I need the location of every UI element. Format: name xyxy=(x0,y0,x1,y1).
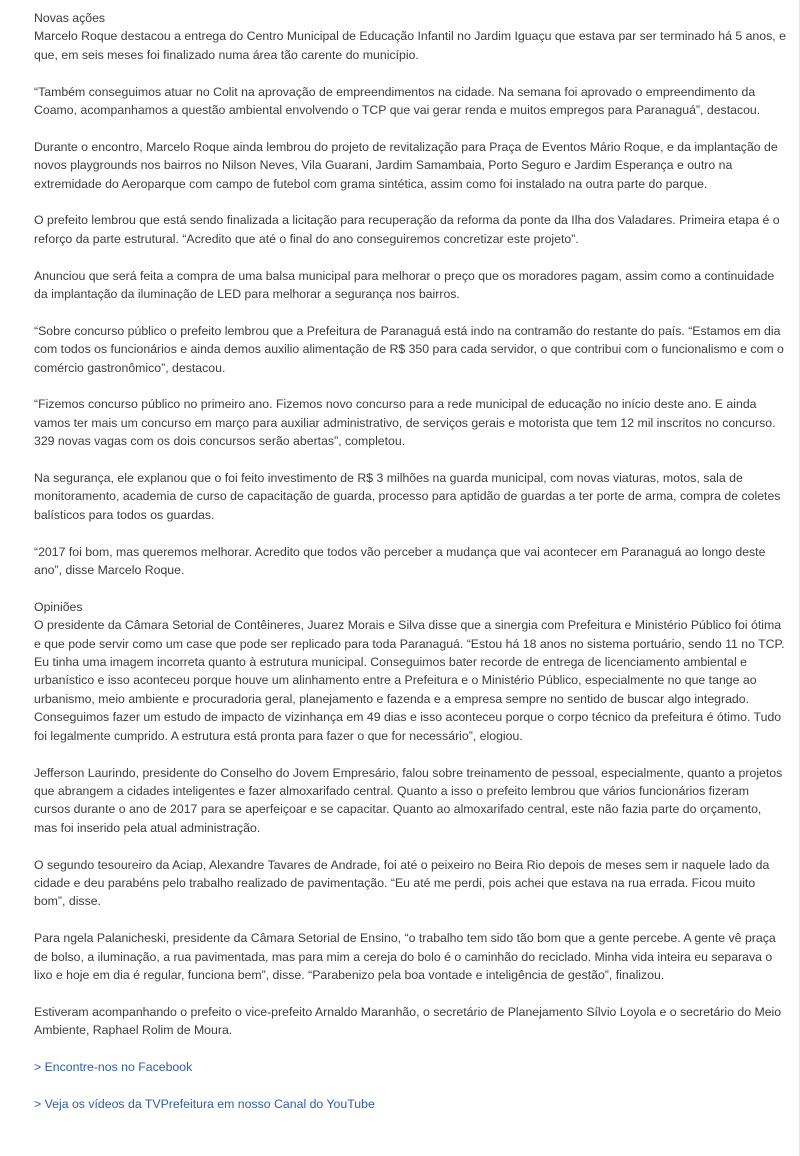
paragraph-2017-quote: “2017 foi bom, mas queremos melhorar. Acredito que todos vão perceber a mudança que vai acontecer em Paranaguá ao longo deste ano”, disse Marcelo Roque. xyxy=(34,544,766,578)
paragraph-education-chamber: Para ngela Palanicheski, presidente da Câmara Setorial de Ensino, “o trabalho tem sido tão bom que a gente percebe. A gente vê praça de bolso, a iluminação, a rua pavimentada, mas para mim a cereja do bolo é o caminhão do reciclado. Minha vida inteira eu separava o lixo e hoje em dia é regular, funciona bem”, disse. “Parabenizo pela boa vontade e inteligência de gestão”, finalizou. xyxy=(34,931,776,982)
paragraph-bridge: O prefeito lembrou que está sendo finalizada a licitação para recuperação da reforma da ponte da Ilha dos Valadares. Primeira etapa é o reforço da parte estrutural. “Acredito que até o final do ano conseguiremos concretizar este projeto”. xyxy=(34,213,780,246)
paragraph-public-service: “Sobre concurso público o prefeito lembrou que a Prefeitura de Paranaguá está indo na contramão do restante do país. “Estamos em dia com todos os funcionários e ainda demos auxilio alimentação de R$ 350 para cada servidor, o que contribui com o funcionalismo e com o comércio gastronômico”, destacou. xyxy=(34,323,784,375)
youtube-link-line xyxy=(34,1095,786,1113)
youtube-link[interactable]: > Veja os vídeos da TVPrefeitura em nosso Canal do YouTube xyxy=(34,1096,375,1111)
section-title-opinioes: Opiniões xyxy=(34,599,83,614)
article-body xyxy=(34,9,786,1132)
paragraph-colit: “Também conseguimos atuar no Colit na aprovação de empreendimentos na cidade. Na semana foi aprovado o empreendimento da Coamo, acompanhamos a questão ambiental envolvendo o TCP que vai gerar renda e muitos empregos para Paranaguá”, destacou. xyxy=(34,84,761,118)
paragraph-concursos: “Fizemos concurso público no primeiro ano. Fizemos novo concurso para a rede municipal de educação no início deste ano. E ainda vamos ter mais um concurso em março para auxiliar administrativo, de serviços gerais e motorista que tem 12 mil inscritos no concurso. 329 novas vagas com os dois concursos serão abertas”, completou. xyxy=(34,397,776,449)
paragraph-security: Na segurança, ele explanou que o foi feito investimento de R$ 3 milhões na guarda municipal, com novas viaturas, motos, sala de monitoramento, academia de curso de capacitação de guarda, processo para aptidão de guardas a ter porte de arma, compra de coletes balísticos para todos os guardas. xyxy=(34,471,781,522)
paragraph-attendees: Estiveram acompanhando o prefeito o vice-prefeito Arnaldo Maranhão, o secretário de Planejamento Sílvio Loyola e o secretário do Meio Ambiente, Raphael Rolim de Moura. xyxy=(34,1004,782,1038)
paragraph-young-entrepreneurs: Jefferson Laurindo, presidente do Conselho do Jovem Empresário, falou sobre treinamento de pessoal, especialmente, quanto a projetos que abrangem a cidades inteligentes e fazer almoxarifado central. Quanto a isso o prefeito lembrou que vários funcionários fizeram cursos durante o ano de 2017 para se aperfeiçoar e se capacitar. Quanto ao almoxarifado central, este não fazia parte do orçamento, mas foi inserido pela atual administração. xyxy=(34,765,783,835)
section-title-novas-acoes: Novas ações xyxy=(34,11,106,25)
paragraph-revitalization: Durante o encontro, Marcelo Roque ainda lembrou do projeto de revitalização para Praça de Eventos Mário Roque, e da implantação de novos playgrounds nos bairros no Nilson Neves, Vila Guarani, Jardim Samambaia, Porto Seguro e Jardim Esperança e outro na extremidade do Aeroparque com campo de futebol com grama sintética, assim como foi instalado na outra parte do parque. xyxy=(34,139,778,191)
paragraph-aciap: O segundo tesoureiro da Aciap, Alexandre Tavares de Andrade, foi até o peixeiro no Beira Rio depois de meses sem ir naquele lado da cidade e deu parabéns pelo trabalho realizado de pavimentação. “Eu até me perdi, pois achei que estava na rua errada. Ficou muito bom”, disse. xyxy=(34,857,770,909)
facebook-link[interactable]: > Encontre-nos no Facebook xyxy=(34,1059,193,1074)
paragraph-cmei-delivery: Marcelo Roque destacou a entrega do Centro Municipal de Educação Infantil no Jardim Iguaçu que estava par ser terminado há 5 anos, e que, em seis meses foi finalizado numa área tão carente do município. xyxy=(34,29,786,62)
paragraph-ferry-led: Anunciou que será feita a compra de uma balsa municipal para melhorar o preço que os moradores pagam, assim como a continuidade da implantação da iluminação de LED para melhorar a segurança nos bairros. xyxy=(34,268,775,302)
facebook-link-line xyxy=(34,1058,786,1076)
paragraph-container-chamber: O presidente da Câmara Setorial de Contêineres, Juarez Morais e Silva disse que a sinergia com Prefeitura e Ministério Público foi ótima e que pode servir como um case que pode ser replicado para toda Paranaguá. “Estou há 18 anos no sistema portuário, sendo 11 no TCP. Eu tinha uma imagem incorreta quanto à estrutura municipal. Conseguimos bater recorde de entrega de licenciamento ambiental e urbanístico e isso aconteceu porque houve um alinhamento entre a Prefeitura e o Ministério Público, especialmente no que tange ao urbanismo, meio ambiente e procuradoria geral, planejamento e fazenda e a empresa sempre no sentido de buscar algo integrado. Conseguimos fazer um estudo de impacto de vizinhança em 49 dias e isso aconteceu porque o corpo técnico da prefeitura é ótimo. Tudo foi legalmente cumprido. A estrutura está pronta para fazer o que for necessário”, elogiou. xyxy=(34,618,785,743)
